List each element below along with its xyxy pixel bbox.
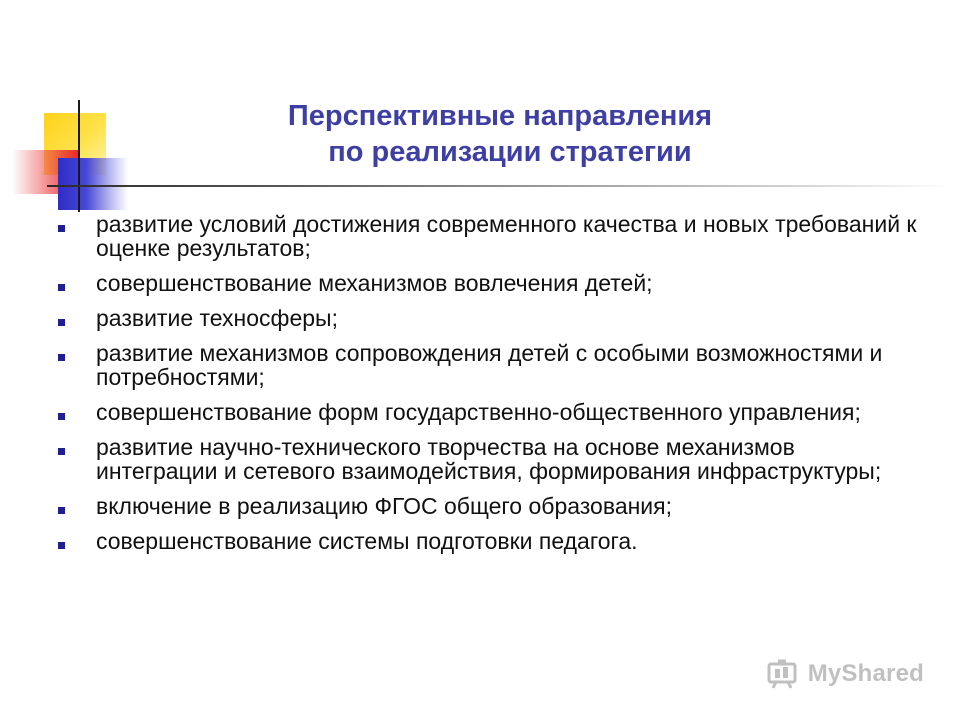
bullet-square-icon <box>58 507 65 514</box>
bullet-item <box>58 271 918 295</box>
decor-horizontal-line <box>47 185 952 187</box>
bullet-text: совершенствование системы подготовки педагога. <box>96 528 638 554</box>
bullet-item <box>58 400 918 424</box>
decor-vertical-line <box>78 100 80 212</box>
bullet-text: развитие научно-технического творчества на основе механизмов интеграции и сетевого взаимодействия, формирования инфраструктуры; <box>96 434 882 484</box>
bullet-square-icon <box>58 542 65 549</box>
bullet-text: развитие механизмов сопровождения детей с особыми возможностями и потребностями; <box>96 340 883 390</box>
watermark-text: MyShared <box>807 660 924 687</box>
bullet-square-icon <box>58 225 65 232</box>
title-line-2: по реализации стратегии <box>328 136 692 168</box>
bullet-text: развитие условий достижения современного качества и новых требований к оценке результатов; <box>96 211 917 261</box>
bullet-square-icon <box>58 413 65 420</box>
bullet-list <box>58 212 918 553</box>
bullet-item <box>58 435 918 483</box>
bullet-text: совершенствование форм государственно-общественного управления; <box>96 399 861 425</box>
slide-content <box>58 212 918 564</box>
myshared-watermark <box>766 658 924 690</box>
bullet-square-icon <box>58 319 65 326</box>
bullet-item <box>58 494 918 518</box>
myshared-logo-icon <box>766 658 802 690</box>
bullet-text: совершенствование механизмов вовлечения детей; <box>96 270 653 296</box>
decor-blue-square <box>58 158 128 210</box>
bullet-text: развитие техносферы; <box>96 305 338 331</box>
bullet-item <box>58 341 918 389</box>
bullet-item <box>58 306 918 330</box>
slide-title <box>160 98 840 170</box>
bullet-square-icon <box>58 448 65 455</box>
bullet-item <box>58 529 918 553</box>
bullet-square-icon <box>58 284 65 291</box>
bullet-square-icon <box>58 354 65 361</box>
bullet-item <box>58 212 918 260</box>
title-line-1: Перспективные направления <box>287 100 713 132</box>
bullet-text: включение в реализацию ФГОС общего образования; <box>96 493 672 519</box>
